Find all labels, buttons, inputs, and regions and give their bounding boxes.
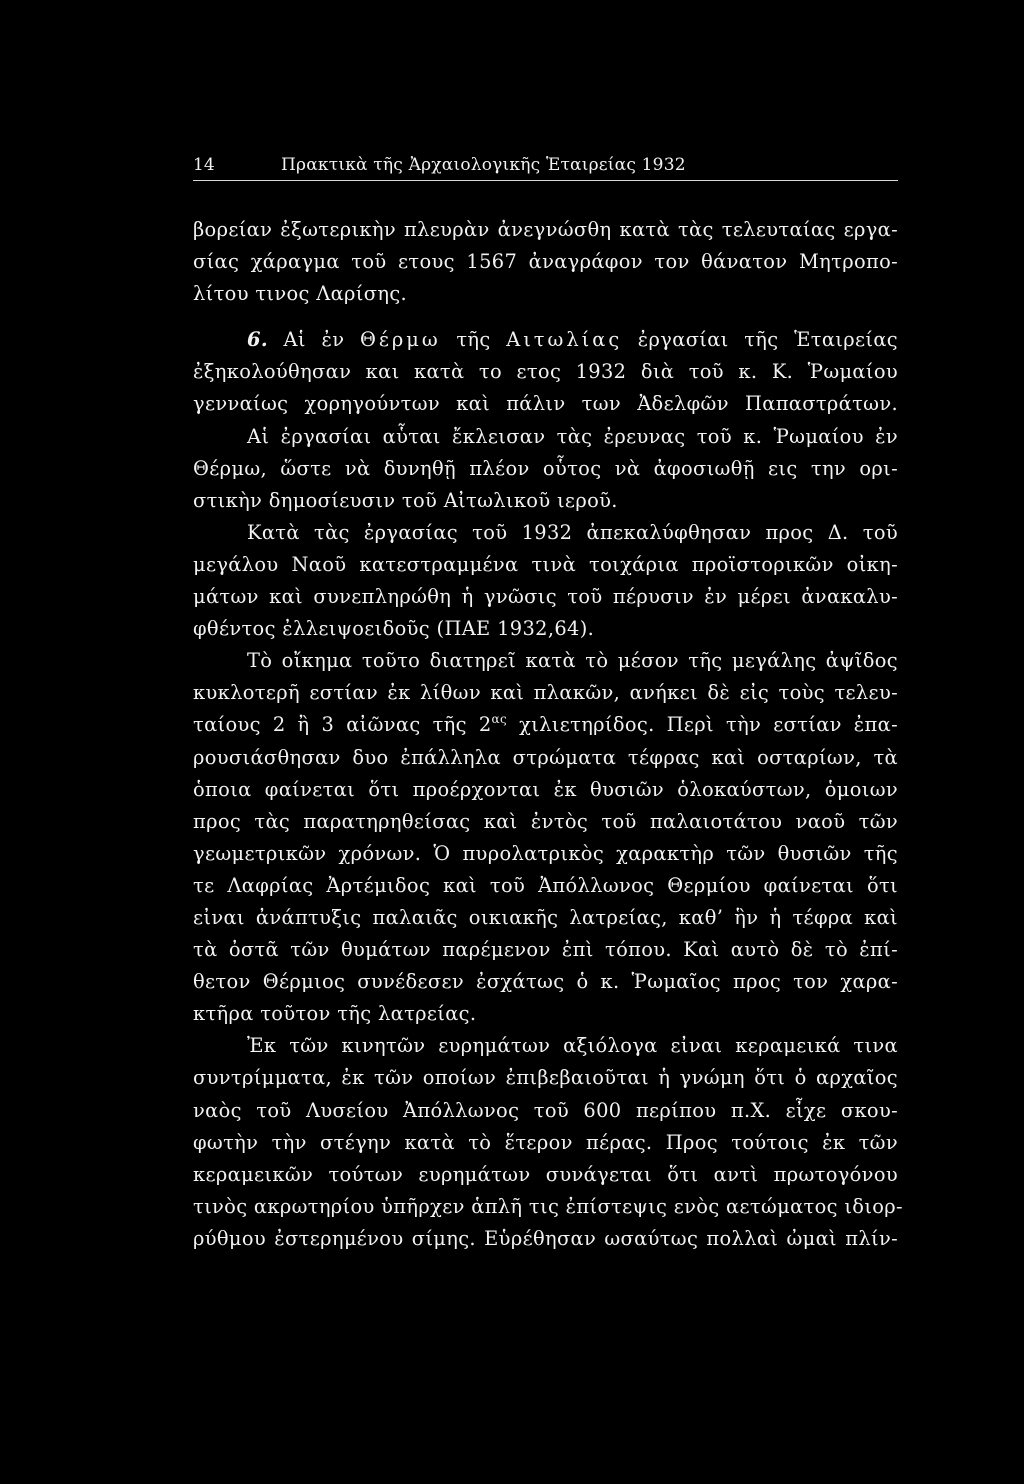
text-line: κτῆρα τοῦτον τῆς λατρείας. [193,1002,477,1026]
text-line: ἐξηκολούθησαν και κατὰ το ετος 1932 διὰ τοῦ κ. Κ. Ῥωμαίου [193,360,898,384]
text-line: τὰ ὀστᾶ τῶν θυμάτων παρέμενον ἐπὶ τόπου. Καὶ αυτὸ δὲ τὸ ἐπί- [193,938,898,962]
paragraph-5 [193,1030,903,1255]
page-number: 14 [193,155,215,175]
text-line: Αἱ ἐργασίαι αὗται ἔκλεισαν τὰς ἐρευνας τοῦ κ. Ῥωμαίου ἐν [247,424,898,448]
body-text [193,214,903,1255]
text-line: ρύθμου ἐστερημένου σίμης. Εὑρέθησαν ωσαύτως πολλαὶ ὠμαὶ πλίν- [193,1226,898,1250]
text-line: σίας χάραγμα τοῦ ετους 1567 ἀναγράφον τον θάνατον Μητροπο- [193,250,898,274]
paragraph-section-6 [193,324,898,517]
text-line: κυκλοτερῆ εστίαν ἐκ λίθων καὶ πλακῶν, ανήκει δὲ εἰς τοὺς τελευ- [193,681,898,705]
section-gap [193,310,898,324]
text-line: 6. Αἱ ἐν Θέρμω τῆς Αιτωλίας ἐργασίαι τῆς Ἑταιρείας [247,328,898,352]
running-header [193,152,898,178]
header-rule [193,180,898,181]
book-page [193,152,903,1255]
text-line: Ἐκ τῶν κινητῶν ευρημάτων αξιόλογα εἰναι κεραμεικά τινα [247,1034,898,1058]
paragraph-3 [193,517,898,645]
section-number: 6. [247,328,268,352]
text-line: Θέρμω, ὥστε νὰ δυνηθῇ πλέον οὗτος νὰ ἀφοσιωθῇ εις την ορι- [193,456,898,480]
text-line: βορείαν ἐξωτερικὴν πλευρὰν ἀνεγνώσθη κατὰ τὰς τελευταίας εργα- [193,218,898,241]
text-line: κεραμεικῶν τούτων ευρημάτων συνάγεται ὅτι αντὶ πρωτογόνου [193,1162,898,1186]
text-line: τινὸς ακρωτηρίου ὑπῆρχεν ἁπλῆ τις ἐπίστεψις ενὸς αετώματος ιδιορ- [193,1194,903,1218]
text-line: φθέντος ἐλλειψοειδοῦς (ΠΑΕ 1932,64). [193,617,595,641]
text-line: τε Λαφρίας Ἀρτέμιδος καὶ τοῦ Ἀπόλλωνος Θερμίου φαίνεται ὅτι [193,873,898,897]
text-line: φωτὴν τὴν στέγην κατὰ τὸ ἕτερον πέρας. Προς τούτοις ἐκ τῶν [193,1130,898,1154]
text-line: λίτου τινος Λαρίσης. [193,282,408,306]
text-line: ρουσιάσθησαν δυο ἐπάλληλα στρώματα τέφρας καὶ οσταρίων, τὰ [193,745,898,769]
text-line: στικὴν δημοσίευσιν τοῦ Αἰτωλικοῦ ιεροῦ. [193,488,618,512]
text-line: ναὸς τοῦ Λυσείου Ἀπόλλωνος τοῦ 600 περίπου π.Χ. εἶχε σκου- [193,1098,898,1122]
text-line: συντρίμματα, ἐκ τῶν οποίων ἐπιβεβαιοῦται ἡ γνώμη ὅτι ὁ αρχαῖος [193,1066,898,1090]
ordinal-superscript: ας [491,712,508,727]
paragraph-4 [193,645,898,1030]
text-line: θετον Θέρμιος συνέδεσεν ἐσχάτως ὁ κ. Ῥωμαῖος προς τον χαρα- [193,970,898,994]
place-name: Θέρμω [359,328,441,352]
text-line: μάτων καὶ συνεπληρώθη ἡ γνῶσις τοῦ πέρυσιν ἐν μέρει ἀνακαλυ- [193,585,898,609]
text-line: μεγάλου Ναοῦ κατεστραμμένα τινὰ τοιχάρια προϊστορικῶν οἰκη- [193,552,898,576]
running-title: Πρακτικὰ τῆς Ἀρχαιολογικῆς Ἑταιρείας 1932 [281,155,686,175]
text-line: εἰναι ἀνάπτυξις παλαιᾶς οικιακῆς λατρείας, καθ’ ἣν ἡ τέφρα καὶ [193,905,898,929]
text-line: γεωμετρικῶν χρόνων. Ὁ πυρολατρικὸς χαρακτὴρ τῶν θυσιῶν τῆς [193,841,898,865]
text-line: ταίους 2 ἢ 3 αἰῶνας τῆς $2^{\alpha\varsigma}$ χιλιετηρίδος. Περὶ τὴν εστίαν ἐπα- [193,712,898,737]
paragraph-1 [193,214,898,310]
region-name: Αιτωλίας [506,328,623,352]
text-line: ὁποια φαίνεται ὅτι προέρχονται ἐκ θυσιῶν ὁλοκαύστων, ὁμοιων [193,777,898,801]
text-line: προς τὰς παρατηρηθείσας καὶ ἐντὸς τοῦ παλαιοτάτου ναοῦ τῶν [193,809,898,833]
text-line: Κατὰ τὰς ἐργασίας τοῦ 1932 ἀπεκαλύφθησαν προς Δ. τοῦ [247,520,898,544]
text-line: Τὸ οἴκημα τοῦτο διατηρεῖ κατὰ τὸ μέσον τῆς μεγάλης ἀψῖδος [247,649,898,673]
text-line: γενναίως χορηγούντων καὶ πάλιν των Ἀδελφῶν Παπαστράτων. [193,392,898,416]
